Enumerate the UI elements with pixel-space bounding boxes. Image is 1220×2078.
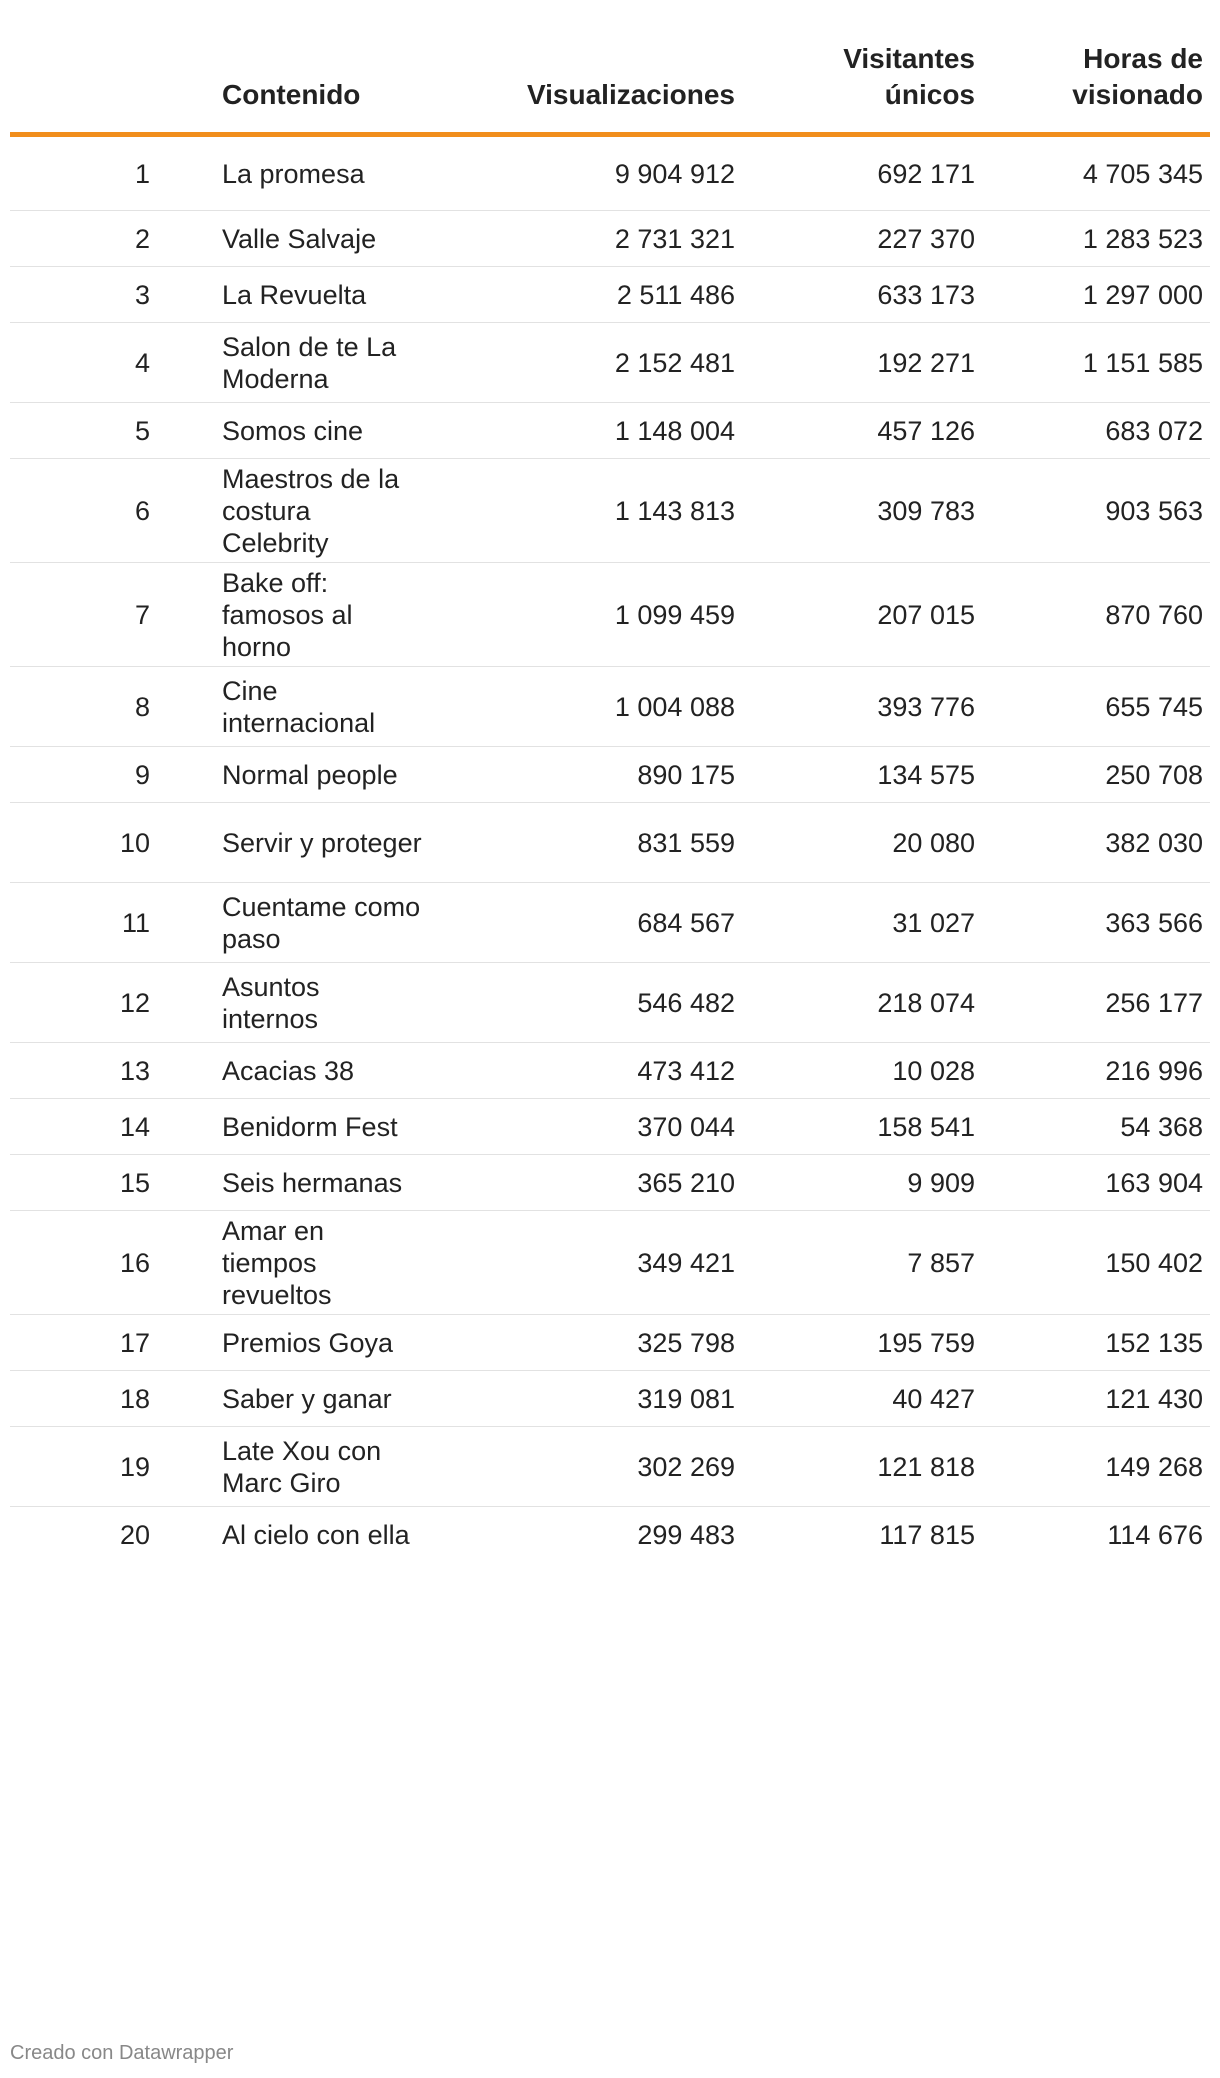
row-horas-visionado-text: 256 177: [1105, 987, 1203, 1018]
row-visualizaciones-text: 319 081: [637, 1383, 735, 1414]
row-visitantes-unicos-text: 192 271: [877, 347, 975, 378]
row-rank: [10, 747, 150, 802]
row-visitantes-unicos-text: 309 783: [877, 495, 975, 526]
row-rank-text: 18: [119, 1383, 150, 1414]
row-rank-text: 20: [119, 1520, 150, 1550]
table-row: [10, 323, 1210, 403]
row-visitantes-unicos: [735, 267, 975, 322]
row-visitantes-unicos: [735, 1043, 975, 1098]
row-horas-visionado-text: 152 135: [1105, 1327, 1203, 1358]
row-visualizaciones: [380, 563, 735, 666]
row-visualizaciones-text: 2 511 486: [616, 279, 735, 310]
row-horas-visionado-text: 250 708: [1105, 759, 1203, 790]
row-horas-visionado-text: 870 760: [1105, 599, 1203, 630]
row-visualizaciones: [380, 747, 735, 802]
row-visitantes-unicos-text: 457 126: [877, 415, 975, 446]
row-rank-text: 7: [134, 599, 150, 630]
row-rank-text: 14: [119, 1111, 150, 1142]
row-horas-visionado: [975, 1099, 1203, 1154]
row-contenido-text: Amar en tiempos revueltos: [222, 1215, 332, 1310]
row-visitantes-unicos-text: 9 909: [907, 1167, 975, 1198]
row-rank: [10, 803, 150, 882]
table-row: [10, 1315, 1210, 1371]
row-visitantes-unicos-text: 117 815: [879, 1520, 975, 1550]
row-rank-text: 8: [134, 691, 150, 722]
row-visitantes-unicos-text: 134 575: [877, 759, 975, 790]
row-rank-text: 13: [119, 1055, 150, 1086]
row-horas-visionado-text: 114 676: [1107, 1520, 1203, 1550]
row-rank-text: 11: [121, 907, 150, 938]
row-horas-visionado: [975, 1427, 1203, 1506]
row-horas-visionado: [975, 1043, 1203, 1098]
row-rank-text: 4: [134, 347, 150, 378]
row-visualizaciones-text: 1 004 088: [614, 691, 735, 722]
row-visualizaciones-text: 370 044: [637, 1111, 735, 1142]
row-visualizaciones-text: 2 731 321: [614, 223, 735, 254]
row-contenido-text: Asuntos internos: [222, 971, 320, 1034]
row-visitantes-unicos-text: 7 857: [907, 1247, 975, 1278]
row-contenido-text: Somos cine: [222, 415, 364, 446]
table-row: [10, 963, 1210, 1043]
row-rank: [10, 667, 150, 746]
row-visualizaciones-text: 2 152 481: [614, 347, 735, 378]
row-horas-visionado: [975, 1371, 1203, 1426]
row-rank: [10, 403, 150, 458]
row-rank: [10, 1427, 150, 1506]
row-horas-visionado-text: 382 030: [1105, 827, 1203, 858]
table-row: [10, 747, 1210, 803]
table-header: [10, 0, 1210, 137]
row-visualizaciones-text: 890 175: [637, 759, 735, 790]
header-rank: [10, 0, 150, 132]
row-horas-visionado-text: 363 566: [1105, 907, 1203, 938]
row-visitantes-unicos-text: 633 173: [877, 279, 975, 310]
row-visualizaciones: [380, 459, 735, 562]
row-rank-text: 2: [134, 223, 150, 254]
table-row: [10, 803, 1210, 883]
table-row: [10, 1155, 1210, 1211]
row-horas-visionado: [975, 747, 1203, 802]
row-visualizaciones: [380, 211, 735, 266]
row-rank: [10, 883, 150, 962]
row-visualizaciones-text: 302 269: [637, 1451, 735, 1482]
row-horas-visionado-text: 655 745: [1105, 691, 1203, 722]
row-horas-visionado: [975, 1155, 1203, 1210]
table-row: [10, 1099, 1210, 1155]
row-rank: [10, 211, 150, 266]
row-visualizaciones: [380, 1371, 735, 1426]
row-horas-visionado: [975, 883, 1203, 962]
table-row: [10, 667, 1210, 747]
row-visitantes-unicos: [735, 137, 975, 210]
row-rank-text: 19: [119, 1451, 150, 1482]
row-visitantes-unicos: [735, 803, 975, 882]
row-visualizaciones: [380, 323, 735, 402]
row-contenido-text: Premios Goya: [222, 1327, 394, 1358]
header-contenido: Contenido: [222, 79, 361, 110]
row-horas-visionado-text: 1 283 523: [1082, 223, 1203, 254]
row-horas-visionado-text: 683 072: [1105, 415, 1203, 446]
row-horas-visionado: [975, 963, 1203, 1042]
row-contenido-text: Seis hermanas: [222, 1167, 403, 1198]
row-visitantes-unicos: [735, 1507, 975, 1563]
row-visitantes-unicos: [735, 1371, 975, 1426]
row-visitantes-unicos: [735, 883, 975, 962]
row-rank: [10, 1371, 150, 1426]
row-visualizaciones-text: 1 143 813: [614, 495, 735, 526]
row-visualizaciones-text: 365 210: [637, 1167, 735, 1198]
row-contenido-text: Normal people: [222, 759, 398, 790]
row-rank-text: 9: [134, 759, 150, 790]
row-visualizaciones-text: 831 559: [637, 827, 735, 858]
row-contenido-text: Maestros de la costura Celebrity: [222, 463, 400, 558]
row-rank-text: 10: [119, 827, 150, 858]
table-row: [10, 459, 1210, 563]
row-rank: [10, 1099, 150, 1154]
row-rank: [10, 267, 150, 322]
row-contenido-text: Servir y proteger: [222, 827, 422, 858]
row-visualizaciones: [380, 883, 735, 962]
row-visualizaciones: [380, 1315, 735, 1370]
row-visitantes-unicos: [735, 747, 975, 802]
row-visualizaciones-text: 1 148 004: [614, 415, 735, 446]
row-visitantes-unicos: [735, 459, 975, 562]
row-horas-visionado: [975, 667, 1203, 746]
row-visitantes-unicos: [735, 323, 975, 402]
table-body: [10, 137, 1210, 1563]
row-contenido-text: Late Xou con Marc Giro: [222, 1435, 382, 1498]
row-contenido-text: Cine internacional: [222, 675, 376, 738]
row-rank-text: 5: [134, 415, 150, 446]
row-contenido-text: Al cielo con ella: [222, 1520, 410, 1550]
row-visualizaciones-text: 1 099 459: [614, 599, 735, 630]
row-horas-visionado-text: 216 996: [1105, 1055, 1203, 1086]
row-rank: [10, 1315, 150, 1370]
row-visualizaciones: [380, 137, 735, 210]
row-horas-visionado: [975, 137, 1203, 210]
header-visualizaciones: Visualizaciones: [526, 79, 735, 110]
row-visitantes-unicos-text: 20 080: [892, 827, 975, 858]
row-contenido-text: Acacias 38: [222, 1055, 355, 1086]
row-horas-visionado-text: 903 563: [1105, 495, 1203, 526]
row-visualizaciones: [380, 1211, 735, 1314]
table-row: [10, 403, 1210, 459]
table-row: [10, 883, 1210, 963]
table-row: [10, 563, 1210, 667]
row-horas-visionado: [975, 459, 1203, 562]
row-visualizaciones-text: 349 421: [637, 1247, 735, 1278]
row-rank-text: 3: [134, 279, 150, 310]
row-horas-visionado: [975, 267, 1203, 322]
row-visitantes-unicos: [735, 563, 975, 666]
row-rank-text: 6: [134, 495, 150, 526]
row-horas-visionado: [975, 563, 1203, 666]
row-rank: [10, 1043, 150, 1098]
row-rank: [10, 459, 150, 562]
row-horas-visionado-text: 4 705 345: [1082, 158, 1203, 189]
row-contenido-text: Cuentame como paso: [222, 891, 421, 954]
row-visualizaciones: [380, 1099, 735, 1154]
row-rank: [10, 1507, 150, 1563]
row-visitantes-unicos: [735, 211, 975, 266]
row-visualizaciones: [380, 267, 735, 322]
row-visitantes-unicos: [735, 1315, 975, 1370]
row-contenido-text: Salon de te La Moderna: [222, 331, 397, 394]
row-horas-visionado-text: 1 151 585: [1082, 347, 1203, 378]
row-visualizaciones-text: 325 798: [637, 1327, 735, 1358]
row-rank-text: 15: [119, 1167, 150, 1198]
row-visitantes-unicos-text: 31 027: [892, 907, 975, 938]
row-visitantes-unicos: [735, 1427, 975, 1506]
row-visualizaciones: [380, 1155, 735, 1210]
row-contenido-text: Valle Salvaje: [222, 223, 377, 254]
row-visitantes-unicos: [735, 963, 975, 1042]
row-visualizaciones: [380, 1507, 735, 1563]
row-contenido-text: Benidorm Fest: [222, 1111, 398, 1142]
row-horas-visionado: [975, 211, 1203, 266]
table-row: [10, 1371, 1210, 1427]
row-contenido-text: La promesa: [222, 158, 365, 189]
footer-credit[interactable]: Creado con Datawrapper: [10, 2042, 234, 2064]
row-visitantes-unicos-text: 692 171: [877, 158, 975, 189]
row-horas-visionado-text: 150 402: [1105, 1247, 1203, 1278]
table-row: [10, 137, 1210, 211]
data-table: [10, 0, 1210, 1563]
header-horas-visionado: Horas de visionado: [1072, 43, 1203, 110]
row-rank: [10, 137, 150, 210]
row-visitantes-unicos-text: 393 776: [877, 691, 975, 722]
row-rank: [10, 323, 150, 402]
table-row: [10, 267, 1210, 323]
row-visitantes-unicos: [735, 667, 975, 746]
row-visitantes-unicos: [735, 1099, 975, 1154]
table-row: [10, 211, 1210, 267]
row-visualizaciones-text: 546 482: [637, 987, 735, 1018]
row-rank-text: 16: [119, 1247, 150, 1278]
row-horas-visionado: [975, 803, 1203, 882]
row-visualizaciones: [380, 667, 735, 746]
row-visitantes-unicos: [735, 1211, 975, 1314]
row-rank-text: 1: [134, 158, 150, 189]
row-horas-visionado: [975, 403, 1203, 458]
row-visitantes-unicos-text: 158 541: [877, 1111, 975, 1142]
row-visualizaciones: [380, 403, 735, 458]
row-horas-visionado: [975, 1211, 1203, 1314]
table-row: [10, 1507, 1210, 1563]
row-visualizaciones: [380, 1043, 735, 1098]
row-horas-visionado-text: 163 904: [1105, 1167, 1203, 1198]
row-horas-visionado-text: 121 430: [1105, 1383, 1203, 1414]
header-visitantes-unicos: Visitantes únicos: [843, 43, 975, 110]
table-row: [10, 1211, 1210, 1315]
row-visitantes-unicos-text: 195 759: [877, 1327, 975, 1358]
row-visualizaciones: [380, 1427, 735, 1506]
row-horas-visionado-text: 1 297 000: [1082, 279, 1203, 310]
row-visitantes-unicos: [735, 1155, 975, 1210]
row-rank-text: 12: [119, 987, 150, 1018]
row-visitantes-unicos-text: 40 427: [892, 1383, 975, 1414]
row-rank: [10, 563, 150, 666]
row-rank: [10, 963, 150, 1042]
row-contenido-text: Bake off: famosos al horno: [222, 567, 353, 662]
row-visitantes-unicos-text: 10 028: [892, 1055, 975, 1086]
table-row: [10, 1043, 1210, 1099]
row-visitantes-unicos-text: 227 370: [877, 223, 975, 254]
row-horas-visionado: [975, 323, 1203, 402]
row-rank-text: 17: [119, 1327, 150, 1358]
table-row: [10, 1427, 1210, 1507]
row-visualizaciones-text: 9 904 912: [614, 158, 735, 189]
row-visitantes-unicos-text: 218 074: [877, 987, 975, 1018]
row-rank: [10, 1155, 150, 1210]
row-visitantes-unicos: [735, 403, 975, 458]
row-visualizaciones-text: 684 567: [637, 907, 735, 938]
row-visitantes-unicos-text: 121 818: [877, 1451, 975, 1482]
row-rank: [10, 1211, 150, 1314]
row-visualizaciones-text: 473 412: [637, 1055, 735, 1086]
row-visualizaciones-text: 299 483: [637, 1520, 735, 1550]
row-horas-visionado: [975, 1315, 1203, 1370]
row-horas-visionado-text: 149 268: [1105, 1451, 1203, 1482]
row-visualizaciones: [380, 963, 735, 1042]
row-horas-visionado-text: 54 368: [1120, 1111, 1203, 1142]
row-contenido-text: Saber y ganar: [222, 1383, 392, 1414]
row-visualizaciones: [380, 803, 735, 882]
row-horas-visionado: [975, 1507, 1203, 1563]
row-visitantes-unicos-text: 207 015: [877, 599, 975, 630]
row-contenido-text: La Revuelta: [222, 279, 367, 310]
